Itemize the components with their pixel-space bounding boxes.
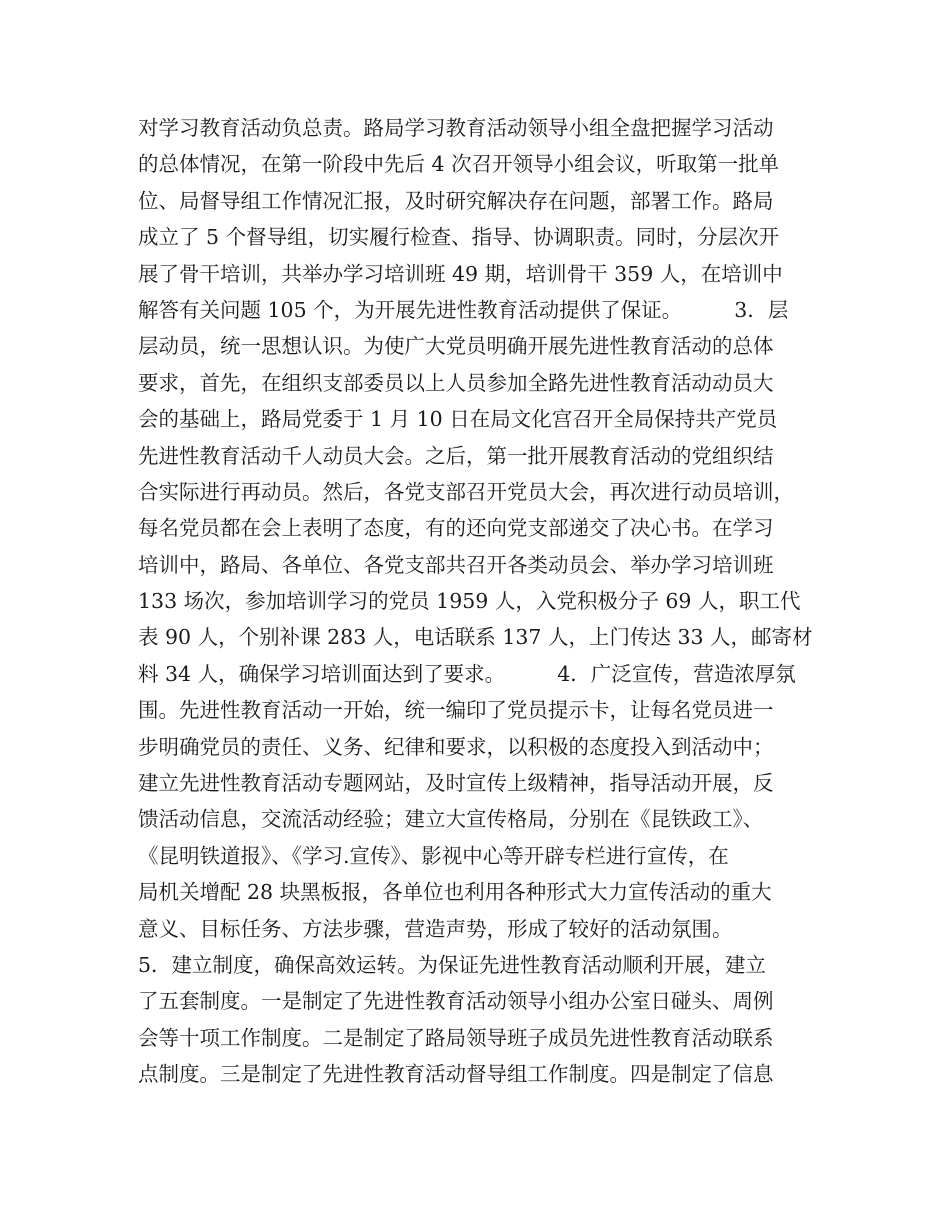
text-line: 围。先进性教育活动一开始，统一编印了党员提示卡，让每名党员进一 [138, 698, 774, 723]
text-line: 了五套制度。一是制定了先进性教育活动领导小组办公室日碰头、周例 [138, 989, 774, 1014]
text-line: 会的基础上，路局党委于 1 月 10 日在局文化宫召开全局保持共产党员 [138, 407, 778, 432]
text-line: 会等十项工作制度。二是制定了路局领导班子成员先进性教育活动联系 [138, 1025, 774, 1050]
text-line: 对学习教育活动负总责。路局学习教育活动领导小组全盘把握学习活动 [138, 116, 774, 140]
text-line: 局机关增配 28 块黑板报，各单位也利用各种形式大力宣传活动的重大 [138, 880, 772, 905]
text-line: 先进性教育活动千人动员大会。之后，第一批开展教育活动的党组织结 [138, 443, 774, 468]
text-line: 步明确党员的责任、义务、纪律和要求，以积极的态度投入到活动中； [138, 734, 774, 759]
text-line: 点制度。三是制定了先进性教育活动督导组工作制度。四是制定了信息 [138, 1062, 774, 1087]
text-line: 《昆明铁道报》、《学习.宣传》、影视中心等开辟专栏进行宣传，在 [138, 843, 729, 868]
text-line: 位、局督导组工作情况汇报，及时研究解决存在问题，部署工作。路局 [138, 188, 774, 213]
text-line: 层动员，统一思想认识。为使广大党员明确开展先进性教育活动的总体 [138, 334, 774, 359]
text-line: 培训中，路局、各单位、各党支部共召开各类动员会、举办学习培训班 [138, 552, 774, 577]
text-line: 成立了 5 个督导组，切实履行检查、指导、协调职责。同时，分层次开 [138, 225, 780, 250]
text-line: 解答有关问题 105 个，为开展先进性教育活动提供了保证。 3．层 [138, 297, 789, 322]
text-line: 每名党员都在会上表明了态度，有的还向党支部递交了决心书。在学习 [138, 516, 774, 541]
text-line: 料 34 人，确保学习培训面达到了要求。 4．广泛宣传，营造浓厚氛 [138, 661, 796, 686]
text-line: 5．建立制度，确保高效运转。为保证先进性教育活动顺利开展，建立 [138, 952, 767, 977]
text-line: 合实际进行再动员。然后，各党支部召开党员大会，再次进行动员培训， [138, 479, 794, 504]
text-line: 要求，首先，在组织支部委员以上人员参加全路先进性教育活动动员大 [138, 370, 774, 395]
text-line: 133 场次，参加培训学习的党员 1959 人，入党积极分子 69 人，职工代 [138, 589, 801, 614]
text-line: 建立先进性教育活动专题网站，及时宣传上级精神，指导活动开展，反 [138, 771, 774, 796]
text-line: 意义、目标任务、方法步骤，营造声势，形成了较好的活动氛围。 [138, 916, 733, 941]
text-line: 的总体情况，在第一阶段中先后 4 次召开领导小组会议，听取第一批单 [138, 152, 780, 177]
text-line: 馈活动信息，交流活动经验；建立大宣传格局，分别在《昆铁政工》、 [138, 807, 764, 832]
body-text [138, 110, 828, 1093]
text-line: 展了骨干培训，共举办学习培训班 49 期，培训骨干 359 人，在培训中 [138, 261, 783, 286]
text-line: 表 90 人，个别补课 283 人，电话联系 137 人，上门传达 33 人，邮寄材 [138, 625, 813, 650]
